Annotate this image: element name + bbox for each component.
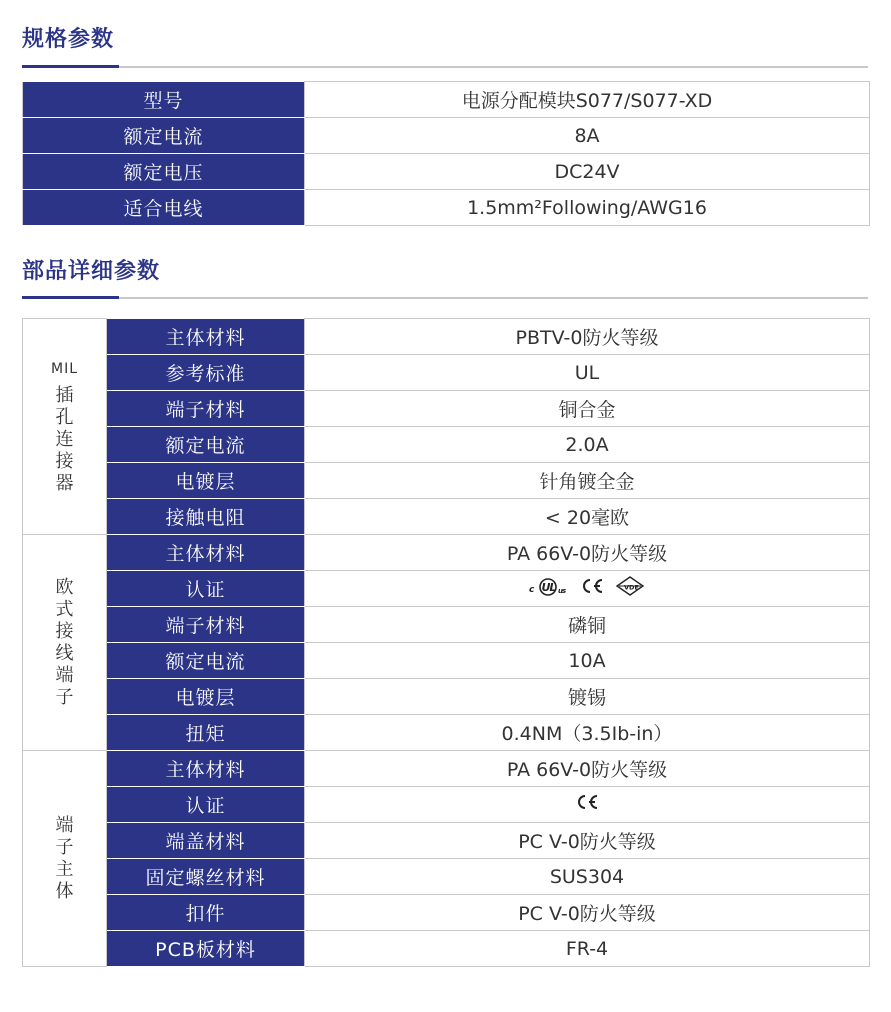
group-prefix: MIL <box>50 361 78 377</box>
table-row <box>23 715 870 751</box>
parts-value: 铜合金 <box>305 391 870 427</box>
group-cell <box>23 535 107 751</box>
parts-label: 扭矩 <box>107 715 305 751</box>
parts-value: FR-4 <box>305 931 870 967</box>
table-row <box>23 571 870 607</box>
section-divider-accent <box>22 296 119 299</box>
parts-value: 2.0A <box>305 427 870 463</box>
svg-text:c: c <box>529 584 534 595</box>
parts-value: 磷铜 <box>305 607 870 643</box>
parts-label: 额定电流 <box>107 643 305 679</box>
parts-label: 接触电阻 <box>107 499 305 535</box>
table-row <box>23 787 870 823</box>
parts-value: PC V-0防火等级 <box>305 823 870 859</box>
section-title-specs: 规格参数 <box>22 27 115 52</box>
parts-value: UL <box>305 355 870 391</box>
parts-label: 端子材料 <box>107 391 305 427</box>
spec-label: 适合电线 <box>23 190 305 226</box>
certification-icons <box>305 787 870 823</box>
parts-value: PC V-0防火等级 <box>305 895 870 931</box>
table-row <box>23 391 870 427</box>
spec-value: DC24V <box>305 154 870 190</box>
table-row <box>23 823 870 859</box>
parts-label: 额定电流 <box>107 427 305 463</box>
table-row <box>23 82 870 118</box>
parts-label: 主体材料 <box>107 535 305 571</box>
spec-value: 电源分配模块S077/S077-XD <box>305 82 870 118</box>
table-row <box>23 427 870 463</box>
table-row <box>23 643 870 679</box>
ce-icon <box>574 792 600 817</box>
table-row <box>23 118 870 154</box>
parts-label: 固定螺丝材料 <box>107 859 305 895</box>
table-row <box>23 895 870 931</box>
spec-value: 1.5mm²Following/AWG16 <box>305 190 870 226</box>
svg-text:UL: UL <box>541 580 556 594</box>
parts-label: 扣件 <box>107 895 305 931</box>
section-divider <box>22 297 868 299</box>
parts-label: 端子材料 <box>107 607 305 643</box>
section-divider <box>22 66 868 68</box>
svg-text:us: us <box>558 586 566 595</box>
spec-label: 型号 <box>23 82 305 118</box>
ce-icon <box>579 576 605 601</box>
table-row <box>23 499 870 535</box>
parts-label: PCB板材料 <box>107 931 305 967</box>
parts-value: PA 66V-0防火等级 <box>305 751 870 787</box>
parts-value: SUS304 <box>305 859 870 895</box>
parts-value: 镀锡 <box>305 679 870 715</box>
parts-label: 端盖材料 <box>107 823 305 859</box>
parts-value: 10A <box>305 643 870 679</box>
table-row <box>23 931 870 967</box>
parts-label: 认证 <box>107 787 305 823</box>
table-row <box>23 751 870 787</box>
vde-icon <box>615 575 645 602</box>
table-row <box>23 355 870 391</box>
spec-label: 额定电流 <box>23 118 305 154</box>
parts-label: 主体材料 <box>107 751 305 787</box>
group-cell <box>23 751 107 967</box>
parts-label: 主体材料 <box>107 319 305 355</box>
group-name: 欧式接线端子 <box>55 576 74 708</box>
svg-text:VDE: VDE <box>624 583 639 592</box>
cul-us-icon <box>529 577 569 601</box>
table-row <box>23 607 870 643</box>
section-title-parts: 部品详细参数 <box>22 259 161 284</box>
group-name: 插孔连接器 <box>55 385 74 494</box>
group-name: 端子主体 <box>55 814 74 902</box>
spec-value: 8A <box>305 118 870 154</box>
parts-label: 认证 <box>107 571 305 607</box>
table-row <box>23 190 870 226</box>
parts-value: PBTV-0防火等级 <box>305 319 870 355</box>
table-row <box>23 535 870 571</box>
table-row <box>23 319 870 355</box>
section-divider-accent <box>22 65 119 68</box>
parts-label: 电镀层 <box>107 463 305 499</box>
table-row <box>23 463 870 499</box>
certification-icons <box>305 571 870 607</box>
parts-value: 0.4NM（3.5Ib-in） <box>305 715 870 751</box>
table-row <box>23 859 870 895</box>
spec-label: 额定电压 <box>23 154 305 190</box>
table-row <box>23 679 870 715</box>
parts-table <box>22 318 870 967</box>
group-cell <box>23 319 107 535</box>
parts-value: PA 66V-0防火等级 <box>305 535 870 571</box>
parts-label: 电镀层 <box>107 679 305 715</box>
table-row <box>23 154 870 190</box>
spec-table <box>22 81 870 226</box>
parts-value: 针角镀全金 <box>305 463 870 499</box>
parts-label: 参考标准 <box>107 355 305 391</box>
parts-value: < 20毫欧 <box>305 499 870 535</box>
